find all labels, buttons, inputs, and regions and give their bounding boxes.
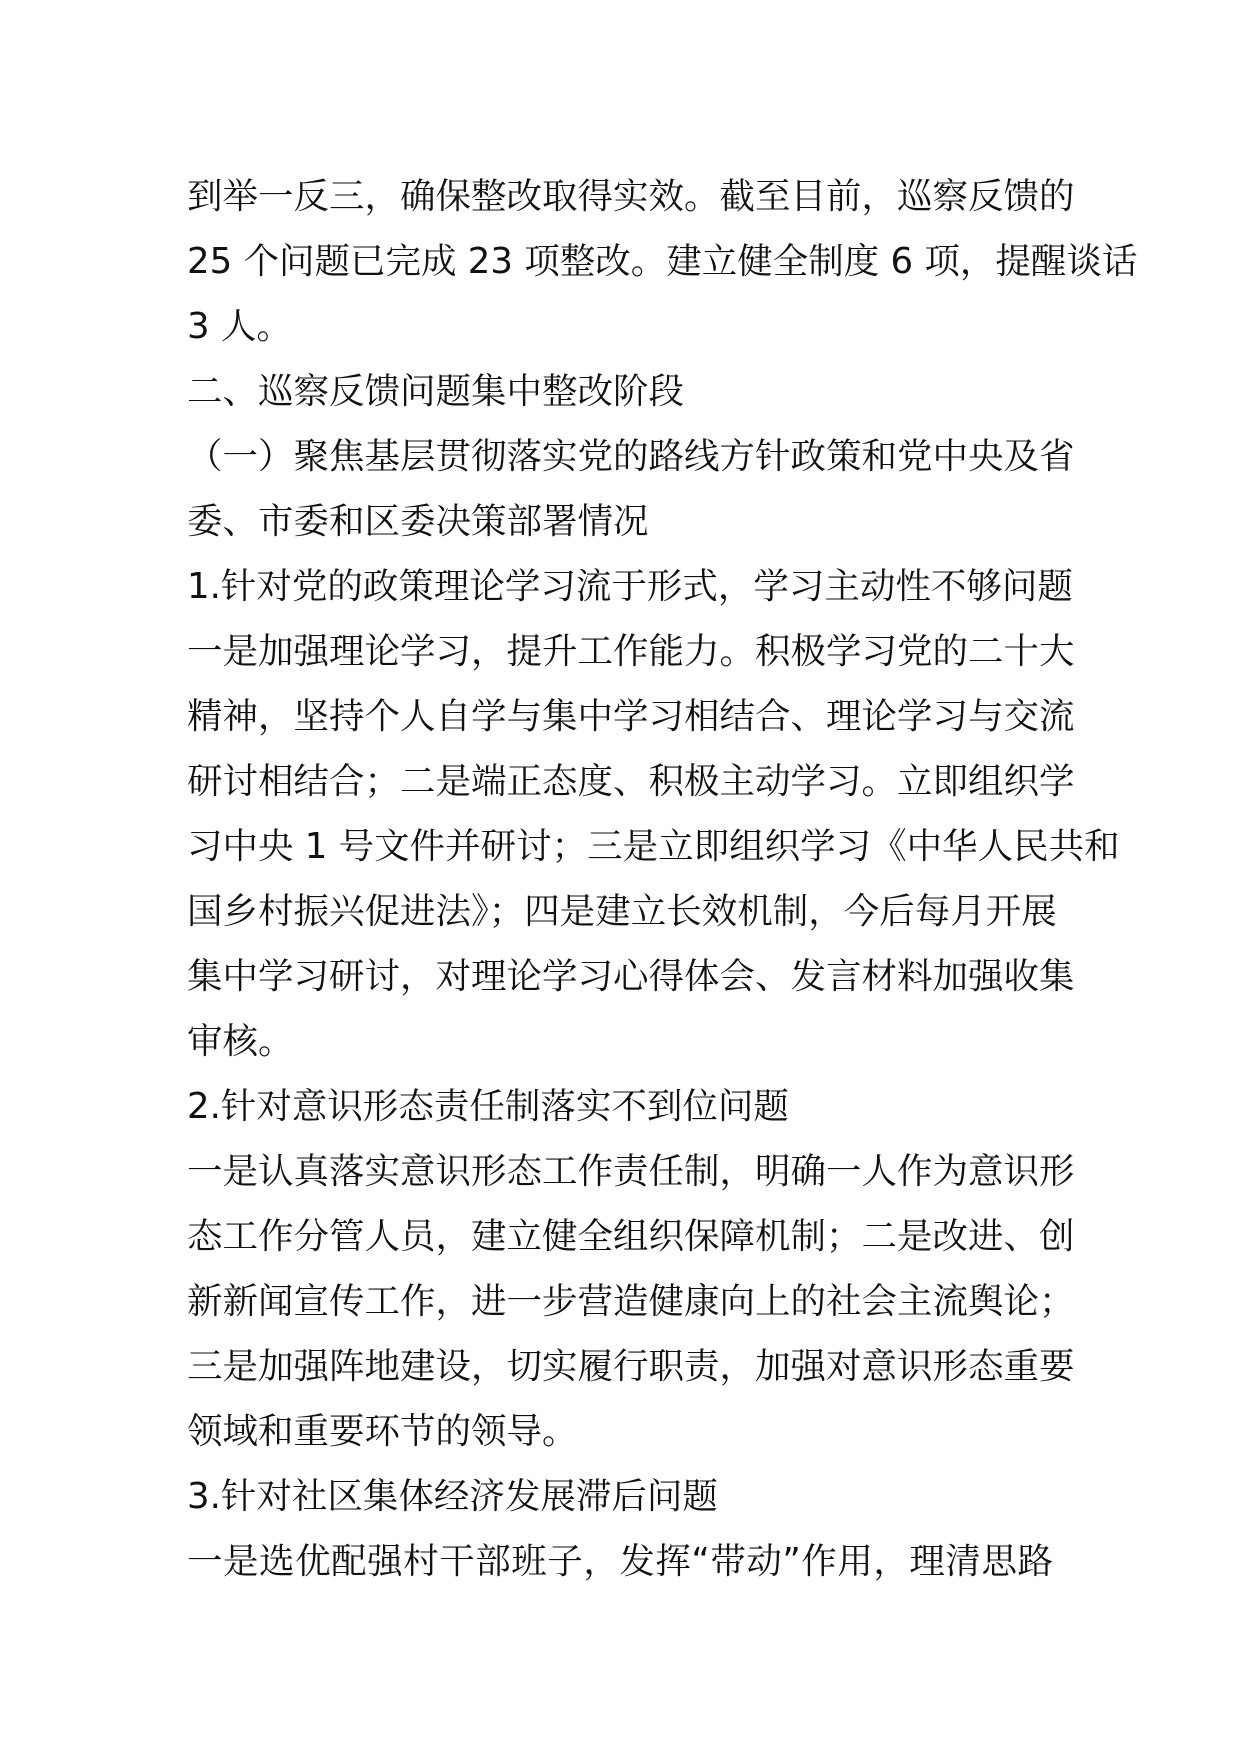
body-line: 到举一反三，确保整改取得实效。截至目前，巡察反馈的	[187, 176, 1075, 217]
body-line: 一是认真落实意识形态工作责任制，明确一人作为意识形	[187, 1151, 1075, 1192]
body-line: 习中央 1 号文件并研讨；三是立即组织学习《中华人民共和	[187, 826, 1120, 867]
body-line: 三是加强阵地建设，切实履行职责，加强对意识形态重要	[187, 1346, 1075, 1387]
body-line: 3 人。	[187, 306, 292, 347]
document-body	[187, 164, 1138, 1594]
section-heading: 二、巡察反馈问题集中整改阶段	[187, 371, 685, 412]
body-line: 研讨相结合；二是端正态度、积极主动学习。立即组织学	[187, 761, 1075, 802]
body-line: 新新闻宣传工作，进一步营造健康向上的社会主流舆论；	[187, 1281, 1075, 1322]
body-line: 国乡村振兴促进法》；四是建立长效机制，今后每月开展	[187, 891, 1057, 932]
body-line: 审核。	[187, 1021, 294, 1062]
subsection-heading: （一）聚焦基层贯彻落实党的路线方针政策和党中央及省	[187, 436, 1075, 477]
item-heading: 3.针对社区集体经济发展滞后问题	[187, 1476, 718, 1517]
body-line: 一是加强理论学习，提升工作能力。积极学习党的二十大	[187, 631, 1075, 672]
body-line: 集中学习研讨，对理论学习心得体会、发言材料加强收集	[187, 956, 1075, 997]
body-line: 领域和重要环节的领导。	[187, 1411, 578, 1452]
item-heading: 1.针对党的政策理论学习流于形式，学习主动性不够问题	[187, 566, 1073, 607]
body-line: 25 个问题已完成 23 项整改。建立健全制度 6 项，提醒谈话	[187, 241, 1138, 282]
body-line: 一是选优配强村干部班子，发挥“带动”作用，理清思路	[187, 1541, 1053, 1582]
subsection-heading: 委、市委和区委决策部署情况	[187, 501, 649, 542]
body-line: 态工作分管人员，建立健全组织保障机制；二是改进、创	[187, 1216, 1075, 1257]
item-heading: 2.针对意识形态责任制落实不到位问题	[187, 1086, 789, 1127]
body-line: 精神，坚持个人自学与集中学习相结合、理论学习与交流	[187, 696, 1075, 737]
